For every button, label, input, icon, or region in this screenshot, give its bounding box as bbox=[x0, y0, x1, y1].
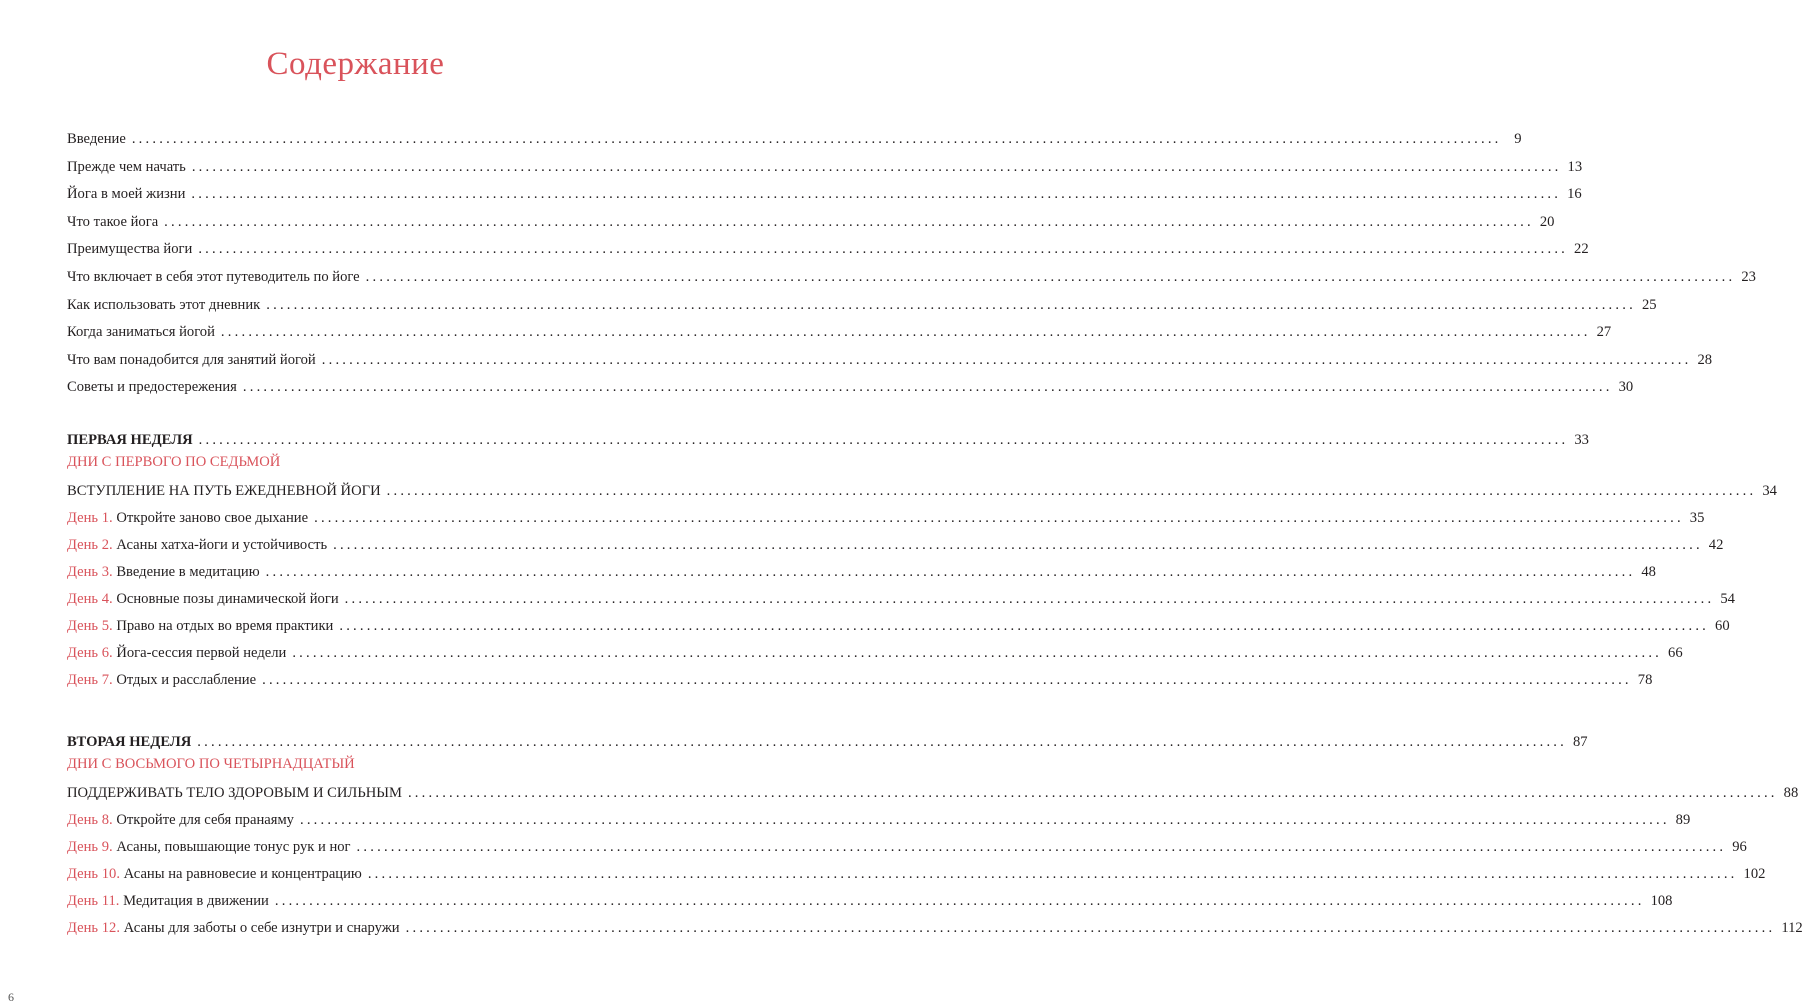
toc-page-number: 42 bbox=[1708, 537, 1724, 553]
day-number: День 5. bbox=[67, 618, 113, 634]
day-number: День 6. bbox=[67, 645, 113, 661]
dot-leader: ........................................................................................................................................................................................................ bbox=[292, 645, 1663, 661]
page-title: Содержание bbox=[266, 46, 445, 82]
dot-leader: ........................................................................................................................................................................................................ bbox=[405, 920, 1776, 936]
toc-entry-label: Йога в моей жизни bbox=[67, 186, 186, 203]
toc-page-number: 25 bbox=[1641, 296, 1657, 313]
toc-page-number: 112 bbox=[1781, 920, 1803, 936]
day-title: Йога-сессия первой недели bbox=[112, 645, 287, 661]
day-entry[interactable] bbox=[67, 886, 1673, 910]
day-entry[interactable] bbox=[67, 859, 1766, 883]
toc-entry-label: Прежде чем начать bbox=[67, 158, 186, 175]
dot-leader: ........................................................................................................................................................................................................ bbox=[242, 379, 1613, 396]
day-entry[interactable] bbox=[67, 665, 1653, 689]
day-number: День 12. bbox=[67, 920, 120, 936]
dot-leader: ........................................................................................................................................................................................................ bbox=[191, 186, 1562, 203]
toc-page-number: 66 bbox=[1668, 645, 1683, 661]
dot-leader: ........................................................................................................................................................................................................ bbox=[191, 158, 1562, 175]
day-title: Право на отдых во время практики bbox=[112, 618, 334, 634]
toc-entry-label: Что включает в себя этот путеводитель по йоге bbox=[67, 269, 360, 285]
toc-entry-label bbox=[67, 590, 339, 608]
day-number: День 1. bbox=[67, 510, 113, 526]
section-range: ДНИ С ПЕРВОГО ПО СЕДЬМОЙ bbox=[67, 454, 281, 470]
dot-leader: ........................................................................................................................................................................................................ bbox=[344, 591, 1715, 607]
day-number: День 2. bbox=[67, 537, 113, 553]
toc-entry[interactable] bbox=[67, 152, 1583, 176]
day-entry[interactable] bbox=[67, 557, 1656, 581]
toc-page-number: 13 bbox=[1567, 158, 1583, 175]
day-title: Отдых и расслабление bbox=[112, 672, 257, 688]
toc-entry-label bbox=[67, 563, 260, 581]
dot-leader: ........................................................................................................................................................................................................ bbox=[197, 734, 1567, 750]
toc-entry[interactable] bbox=[67, 124, 1522, 148]
toc-page-number: 34 bbox=[1762, 483, 1777, 499]
dot-leader: ........................................................................................................................................................................................................ bbox=[164, 213, 1534, 230]
day-number: День 3. bbox=[67, 564, 113, 580]
day-title: Откройте заново свое дыхание bbox=[112, 510, 309, 526]
toc-entry-label: Когда заниматься йогой bbox=[67, 324, 215, 341]
toc-entry-label: ВТОРАЯ НЕДЕЛЯ bbox=[67, 734, 192, 750]
day-title: Асаны для заботы о себе изнутри и снаружи bbox=[119, 920, 400, 936]
toc-entry[interactable] bbox=[67, 207, 1555, 231]
toc-page-number: 27 bbox=[1596, 324, 1612, 341]
toc-entry-label bbox=[67, 644, 286, 662]
dot-leader: ........................................................................................................................................................................................................ bbox=[265, 564, 1636, 580]
toc-entry-label: Что такое йога bbox=[67, 213, 159, 230]
toc-page-number: 16 bbox=[1567, 186, 1582, 203]
day-entry[interactable] bbox=[67, 805, 1691, 829]
toc-entry[interactable] bbox=[67, 317, 1612, 341]
toc-entry-label: Как использовать этот дневник bbox=[67, 296, 261, 313]
toc-entry-label bbox=[67, 509, 308, 527]
day-number: День 11. bbox=[67, 893, 120, 909]
toc-page-number: 96 bbox=[1732, 839, 1747, 855]
day-entry[interactable] bbox=[67, 611, 1730, 635]
day-entry[interactable] bbox=[67, 638, 1683, 662]
toc-page-number: 30 bbox=[1618, 379, 1634, 396]
toc-page-number: 33 bbox=[1574, 432, 1589, 448]
dot-leader: ........................................................................................................................................................................................................ bbox=[386, 483, 1757, 499]
dot-leader: ........................................................................................................................................................................................................ bbox=[339, 618, 1710, 634]
toc-entry-label bbox=[67, 536, 327, 554]
toc-entry-label bbox=[67, 892, 269, 910]
toc-entry-label: ВСТУПЛЕНИЕ НА ПУТЬ ЕЖЕДНЕВНОЙ ЙОГИ bbox=[67, 483, 381, 499]
toc-page-number: 23 bbox=[1741, 269, 1756, 285]
toc-page-number: 35 bbox=[1689, 510, 1705, 526]
toc-page-number: 89 bbox=[1675, 812, 1691, 828]
day-entry[interactable] bbox=[67, 584, 1735, 608]
day-entry[interactable] bbox=[67, 530, 1724, 554]
day-title: Медитация в движении bbox=[119, 893, 269, 909]
day-number: День 4. bbox=[67, 591, 113, 607]
dot-leader: ........................................................................................................................................................................................................ bbox=[131, 131, 1502, 147]
toc-entry[interactable] bbox=[67, 372, 1634, 396]
day-title: Асаны хатха-йоги и устойчивость bbox=[112, 537, 328, 553]
day-number: День 9. bbox=[67, 839, 113, 855]
toc-page-number: 60 bbox=[1715, 618, 1730, 634]
dot-leader: ........................................................................................................................................................................................................ bbox=[262, 672, 1632, 688]
dot-leader: ........................................................................................................................................................................................................ bbox=[198, 241, 1569, 258]
week-heading[interactable] bbox=[67, 425, 1589, 449]
toc-page-number: 20 bbox=[1539, 213, 1555, 230]
page-number: 6 bbox=[8, 990, 14, 1004]
day-entry[interactable] bbox=[67, 503, 1705, 527]
toc-entry-label: Советы и предостережения bbox=[67, 379, 237, 396]
week-theme[interactable] bbox=[67, 778, 1799, 802]
dot-leader: ........................................................................................................................................................................................................ bbox=[365, 269, 1736, 285]
toc-entry-label: Что вам понадобится для занятий йогой bbox=[67, 351, 316, 368]
toc-page-number: 108 bbox=[1650, 893, 1673, 909]
toc-page-number: 28 bbox=[1697, 351, 1713, 368]
week-theme[interactable] bbox=[67, 476, 1777, 500]
toc-entry-label bbox=[67, 671, 256, 689]
toc-entry-label bbox=[67, 617, 333, 635]
toc-entry[interactable] bbox=[67, 290, 1657, 314]
toc-entry-label bbox=[67, 838, 351, 856]
day-title: Асаны на равновесие и концентрацию bbox=[119, 866, 362, 882]
toc-entry-label: ПЕРВАЯ НЕДЕЛЯ bbox=[67, 432, 193, 448]
dot-leader: ........................................................................................................................................................................................................ bbox=[356, 839, 1727, 855]
toc-entry[interactable] bbox=[67, 234, 1589, 258]
section-range: ДНИ С ВОСЬМОГО ПО ЧЕТЫРНАДЦАТЫЙ bbox=[67, 756, 355, 772]
day-title: Введение в медитацию bbox=[112, 564, 260, 580]
dot-leader: ........................................................................................................................................................................................................ bbox=[266, 296, 1636, 313]
toc-page-number: 48 bbox=[1641, 564, 1656, 580]
dot-leader: ........................................................................................................................................................................................................ bbox=[299, 812, 1670, 828]
day-title: Откройте для себя пранаяму bbox=[112, 812, 294, 828]
dot-leader: ........................................................................................................................................................................................................ bbox=[333, 537, 1703, 553]
toc-page-number: 88 bbox=[1783, 785, 1799, 801]
day-number: День 10. bbox=[67, 866, 120, 882]
dot-leader: ........................................................................................................................................................................................................ bbox=[407, 785, 1778, 801]
dot-leader: ........................................................................................................................................................................................................ bbox=[314, 510, 1684, 526]
day-entry[interactable] bbox=[67, 913, 1803, 937]
dot-leader: ........................................................................................................................................................................................................ bbox=[321, 351, 1692, 368]
day-number: День 7. bbox=[67, 672, 113, 688]
dot-leader: ........................................................................................................................................................................................................ bbox=[220, 324, 1591, 341]
day-title: Основные позы динамической йоги bbox=[112, 591, 339, 607]
toc-page-number: 54 bbox=[1720, 591, 1735, 607]
week-heading[interactable] bbox=[67, 727, 1588, 751]
dot-leader: ........................................................................................................................................................................................................ bbox=[198, 432, 1569, 448]
toc-entry-label: Преимущества йоги bbox=[67, 241, 193, 258]
toc-entry-label bbox=[67, 811, 294, 829]
day-entry[interactable] bbox=[67, 832, 1747, 856]
dot-leader: ........................................................................................................................................................................................................ bbox=[367, 866, 1738, 882]
toc-entry-label bbox=[67, 919, 400, 937]
toc-entry[interactable] bbox=[67, 262, 1756, 286]
toc-page-number: 87 bbox=[1572, 734, 1588, 750]
toc-page-number: 78 bbox=[1637, 672, 1653, 688]
toc-entry-label: ПОДДЕРЖИВАТЬ ТЕЛО ЗДОРОВЫМ И СИЛЬНЫМ bbox=[67, 785, 402, 801]
toc-entry[interactable] bbox=[67, 179, 1582, 203]
toc-page-number: 22 bbox=[1574, 241, 1589, 258]
day-title: Асаны, повышающие тонус рук и ног bbox=[112, 839, 351, 855]
toc-entry-label: Введение bbox=[67, 131, 126, 147]
toc-page-number: 9 bbox=[1514, 131, 1522, 147]
toc-entry-label bbox=[67, 865, 362, 883]
dot-leader: ........................................................................................................................................................................................................ bbox=[274, 893, 1645, 909]
day-number: День 8. bbox=[67, 812, 113, 828]
toc-page-number: 102 bbox=[1743, 866, 1766, 882]
toc-entry[interactable] bbox=[67, 345, 1713, 369]
